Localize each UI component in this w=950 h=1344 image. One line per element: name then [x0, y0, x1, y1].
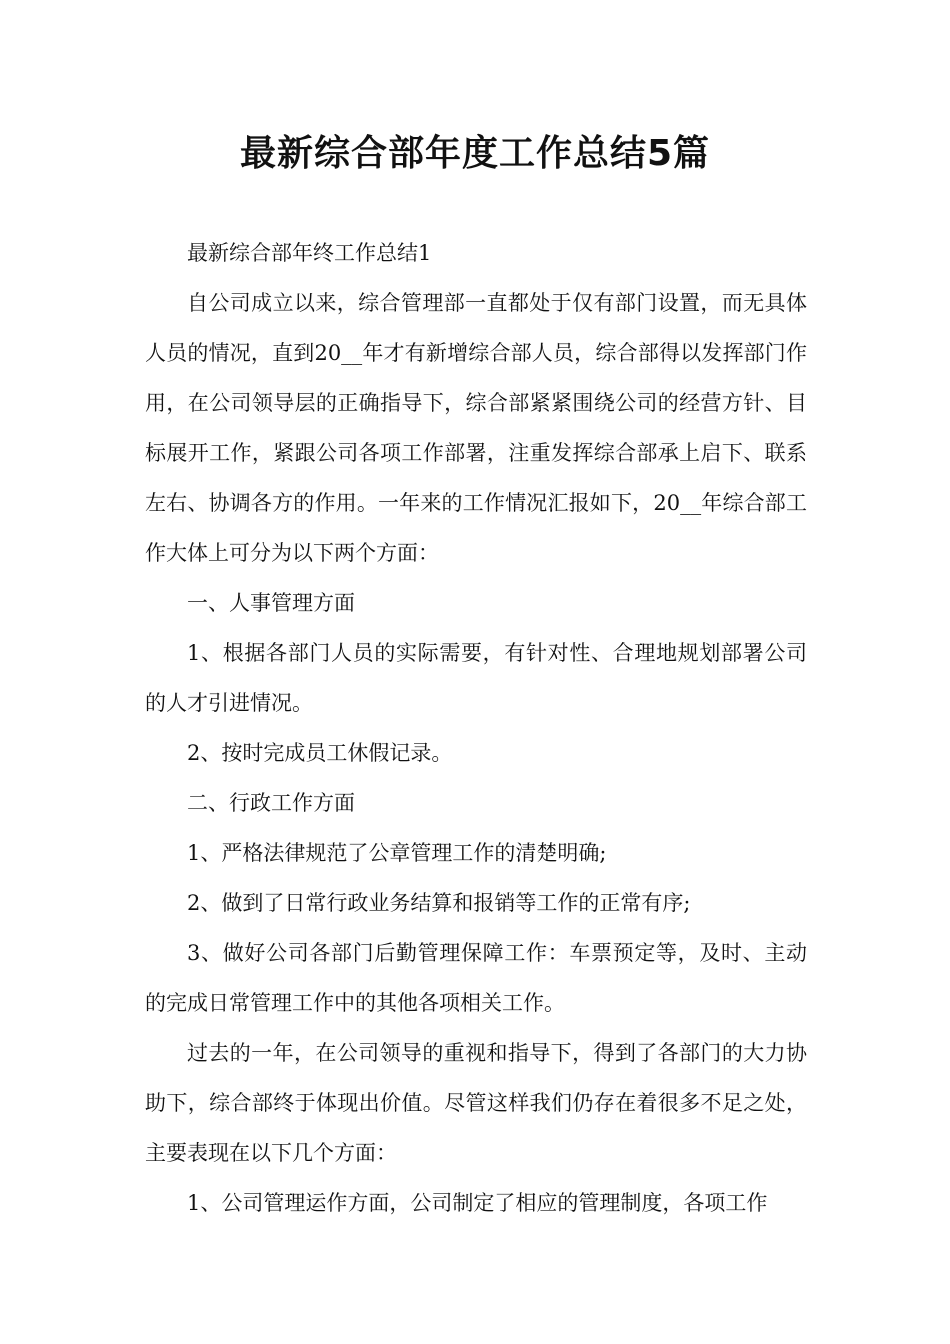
- document-body: [145, 228, 807, 1228]
- list-item: 2、按时完成员工休假记录。: [187, 741, 453, 765]
- document-title: 最新综合部年度工作总结5篇: [239, 133, 711, 174]
- paragraph: 自公司成立以来，综合管理部一直都处于仅有部门设置，而无具体人员的情况，直到20__年才有新增综合部人员，综合部得以发挥部门作用，在公司领导层的正确指导下，综合部紧紧围绕公司的经营方针、目标展开工作，紧跟公司各项工作部署，注重发挥综合部承上启下、联系左右、协调各方的作用。一年来的工作情况汇报如下，20__年综合部工作大体上可分为以下两个方面：: [145, 291, 807, 565]
- list-item: 2、做到了日常行政业务结算和报销等工作的正常有序;: [187, 891, 691, 915]
- list-item: 1、严格法律规范了公章管理工作的清楚明确;: [187, 841, 607, 865]
- list-item: 1、根据各部门人员的实际需要，有针对性、合理地规划部署公司的人才引进情况。: [145, 641, 807, 715]
- section-heading: 二、行政工作方面: [187, 791, 355, 815]
- list-item: 3、做好公司各部门后勤管理保障工作：车票预定等，及时、主动的完成日常管理工作中的其他各项相关工作。: [145, 941, 807, 1015]
- list-item: 1、公司管理运作方面，公司制定了相应的管理制度，各项工作: [187, 1191, 768, 1215]
- section-heading: 最新综合部年终工作总结1: [187, 241, 432, 265]
- section-heading: 一、人事管理方面: [187, 591, 355, 615]
- paragraph: 过去的一年，在公司领导的重视和指导下，得到了各部门的大力协助下，综合部终于体现出价值。尽管这样我们仍存在着很多不足之处，主要表现在以下几个方面：: [145, 1041, 807, 1165]
